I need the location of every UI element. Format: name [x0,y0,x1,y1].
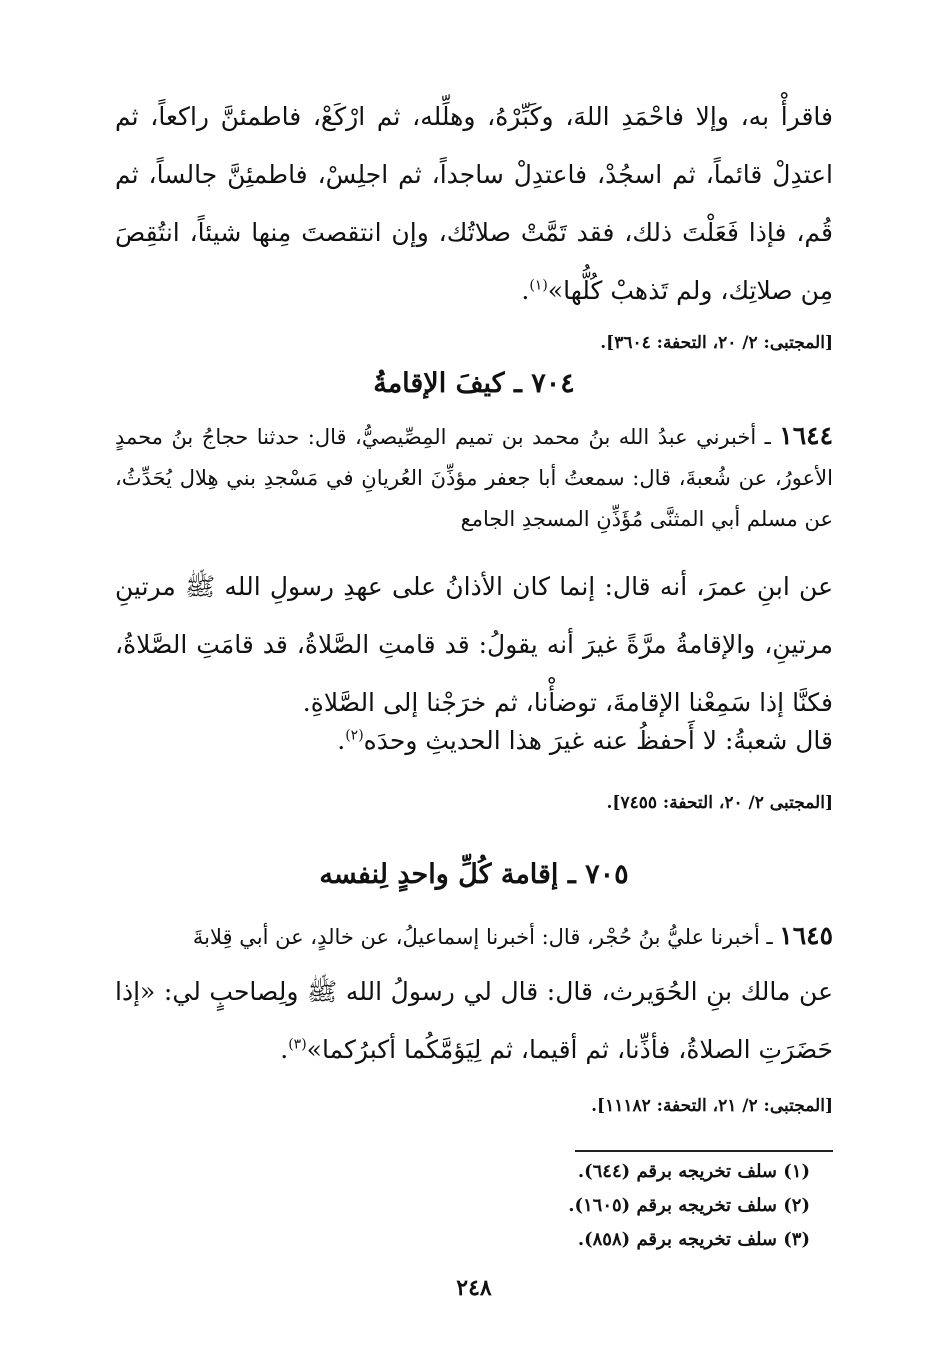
isnad-text-1645: ـ أخبرنا عليُّ بنُ حُجْر، قال: أخبرنا إسماعيلُ، عن خالدٍ، عن أبي قِلابةَ [192,925,780,949]
chapter-heading-704: ٧٠٤ ـ كيفَ الإقامةُ [373,368,575,399]
isnad-1644 [115,415,833,540]
footnote-2: (٢) سلف تخريجه برقم (١٦٠٥). [568,1195,810,1216]
reference-line-2: [المجتبى ٢/ ٢٠، التحفة: ٧٤٥٥]. [606,793,833,813]
matn-text-1645: عن مالك بنِ الحُوَيرث، قال: قال لي رسولُ الله ﷺ ولِصاحبٍ لي: «إذا حَضَرَتِ الصلاةُ، فأذِّنا، ثم أقيما، ثم لِيَؤمَّكُما أكبرُكما» [115,977,833,1064]
footnotes-list [410,1155,810,1257]
matn-1644: عن ابنِ عمرَ، أنه قال: إنما كان الأذانُ على عهدِ رسولِ الله ﷺ مرتينِ مرتينِ، والإقامةُ مرَّةً غيرَ أنه يقولُ: قد قامتِ الصَّلاةُ، قد قامَتِ الصَّلاةُ، فكنَّا إذا سَمِعْنا الإقامةَ، توضأْنا، ثم خرَجْنا إلى الصَّلاةِ. [115,572,833,717]
isnad-text-1644: ـ أخبرني عبدُ الله بنُ محمد بن تميم المِصِّيصيُّ، قال: حدثنا حجاجُ بنُ محمدٍ الأعورُ، عن شُعبةَ، قال: سمعتُ أبا جعفر مؤذِّنَ العُريانِ في مَسْجدِ بني هِلال يُحَدِّثُ، عن مسلم أبي المثنَّى مُؤَذِّنِ المسجدِ الجامع [115,425,833,531]
reference-line-1: [المجتبى: ٢/ ٢٠، التحفة: ٣٦٠٤]. [600,333,833,353]
continuation-text: فاقرأْ به، وإلا فاحْمَدِ اللهَ، وكَبِّرْهُ، وهلِّله، ثم ارْكَعْ، فاطمئنَّ راكعاً، ثم اعتدِلْ قائماً، ثم اسجُدْ، فاعتدِلْ ساجداً، ثم اجلِسْ، فاطمئِنَّ جالساً، ثم قُم، فإذا فَعَلْتَ ذلك، فقد تَمَّتْ صلاتُك، وإن انتقصتَ مِنها شيئاً، انتُقِصَ مِن صلاتِك، ولم تَذهبْ كُلُّها» [115,102,833,305]
page-number: ٢٤٨ [456,1275,492,1301]
footnote-marker-1: (١) [529,277,548,294]
shuba-text: قال شعبةُ: لا أَحفظُ عنه غيرَ هذا الحديثِ وحدَه [363,726,833,755]
shuba-statement: قال شعبةُ: لا أَحفظُ عنه غيرَ هذا الحديثِ وحدَه$^{(٢)}$. [337,726,833,755]
footnote-marker-3: (٣) [288,1036,307,1053]
isnad-1645 [115,915,833,958]
continuation-paragraph: فاقرأْ به، وإلا فاحْمَدِ اللهَ، وكَبِّرْهُ، وهلِّله، ثم ارْكَعْ، فاطمئنَّ راكعاً، ثم اعتدِلْ قائماً، ثم اسجُدْ، فاعتدِلْ ساجداً، ثم اجلِسْ، فاطمئِنَّ جالساً، ثم قُم، فإذا فَعَلْتَ ذلك، فقد تَمَّتْ صلاتُك، وإن انتقصتَ مِنها شيئاً، انتُقِصَ مِن صلاتِك، ولم تَذهبْ كُلُّها»$^{(١)}$. [115,102,833,305]
footnote-marker-2: (٢) [345,727,364,744]
footnote-separator [575,1150,833,1152]
chapter-heading-705: ٧٠٥ ـ إقامة كُلِّ واحدٍ لِنفسه [319,859,629,890]
hadith-number-1644: ١٦٤٤ [779,421,833,450]
hadith-number-1645: ١٦٤٥ [779,921,833,950]
reference-line-3: [المجتبى: ٢/ ٢١، التحفة: ١١١٨٢]. [591,1096,833,1116]
matn-1645: عن مالك بنِ الحُوَيرث، قال: قال لي رسولُ الله ﷺ ولِصاحبٍ لي: «إذا حَضَرَتِ الصلاةُ، فأذِّنا، ثم أقيما، ثم لِيَؤمَّكُما أكبرُكما»$^{(٣)}$. [115,977,833,1064]
footnote-3: (٣) سلف تخريجه برقم (٨٥٨). [577,1229,810,1250]
footnote-1: (١) سلف تخريجه برقم (٦٤٤). [577,1161,810,1182]
